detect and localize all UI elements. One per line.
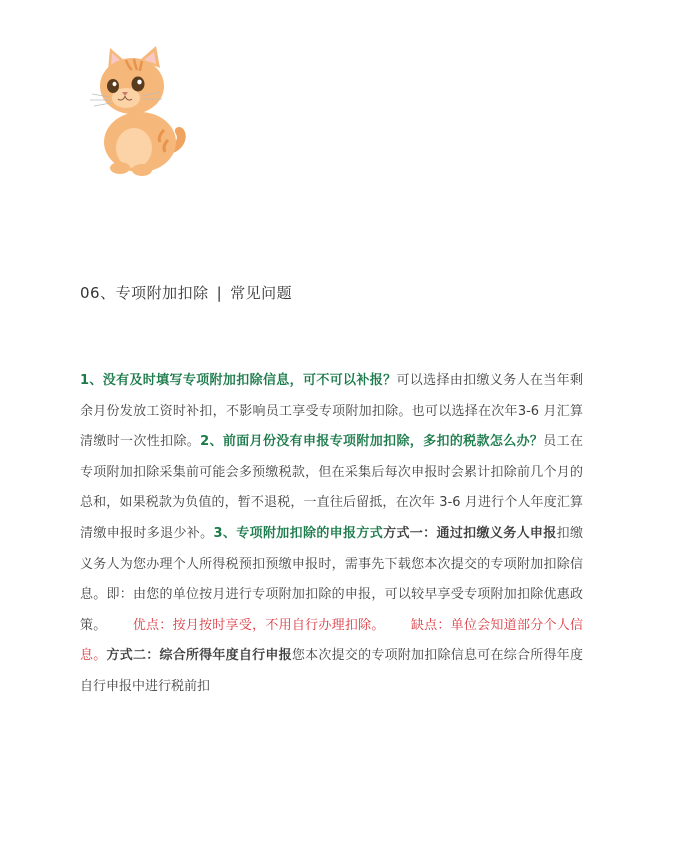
section-subtitle: 常见问题 xyxy=(230,284,293,302)
question-1: 1、没有及时填写专项附加扣除信息，可不可以补报？ xyxy=(80,373,397,388)
question-2: 2、前面月份没有申报专项附加扣除，多扣的税款怎么办？ xyxy=(200,434,544,450)
question-3: 3、专项附加扣除的申报方式 xyxy=(213,525,384,541)
section-title-text: 06、专项附加扣除 xyxy=(80,284,209,302)
cat-paw-right xyxy=(132,164,152,176)
cons-text: 缺点：单位会知道部分个人信息。 xyxy=(80,617,583,664)
answer-1: 可以选择由扣缴义务人在当年剩余月份发放工资时补扣，不影响员工享受专项附加扣除。也可以选择在次年3-6 月汇算清缴时一次性扣除。 xyxy=(80,373,583,450)
title-separator: | xyxy=(216,284,223,302)
cat-illustration xyxy=(80,42,200,177)
faq-content xyxy=(80,366,583,703)
method-1-text: 扣缴义务人为您办理个人所得税预扣预缴申报时，需事先下载您本次提交的专项附加扣除信息。即：由您的单位按月进行专项附加扣除的申报，可以较早享受专项附加扣除优惠政策。 xyxy=(80,525,583,633)
cat-paw-left xyxy=(110,162,130,174)
cat-belly xyxy=(116,128,152,168)
section-title xyxy=(80,282,292,303)
method-1-label: 方式一：通过扣缴义务人申报 xyxy=(383,525,557,541)
pros-text: 优点：按月按时享受，不用自行办理扣除。 xyxy=(132,617,385,633)
answer-2: 员工在专项附加扣除采集前可能会多预缴税款，但在采集后每次申报时会累计扣除前几个月的总和，如果税款为负值的，暂不退税，一直往后留抵，在次年 3-6 月进行个人年度汇算清缴申报时多退少补。 xyxy=(80,434,583,541)
method-2-label: 方式二：综合所得年度自行申报 xyxy=(106,648,292,664)
cat-eye-right xyxy=(132,77,145,92)
method-2-text: 您本次提交的专项附加扣除信息可在综合所得年度自行申报中进行税前扣 xyxy=(80,648,583,694)
cat-eye-left xyxy=(107,79,119,93)
